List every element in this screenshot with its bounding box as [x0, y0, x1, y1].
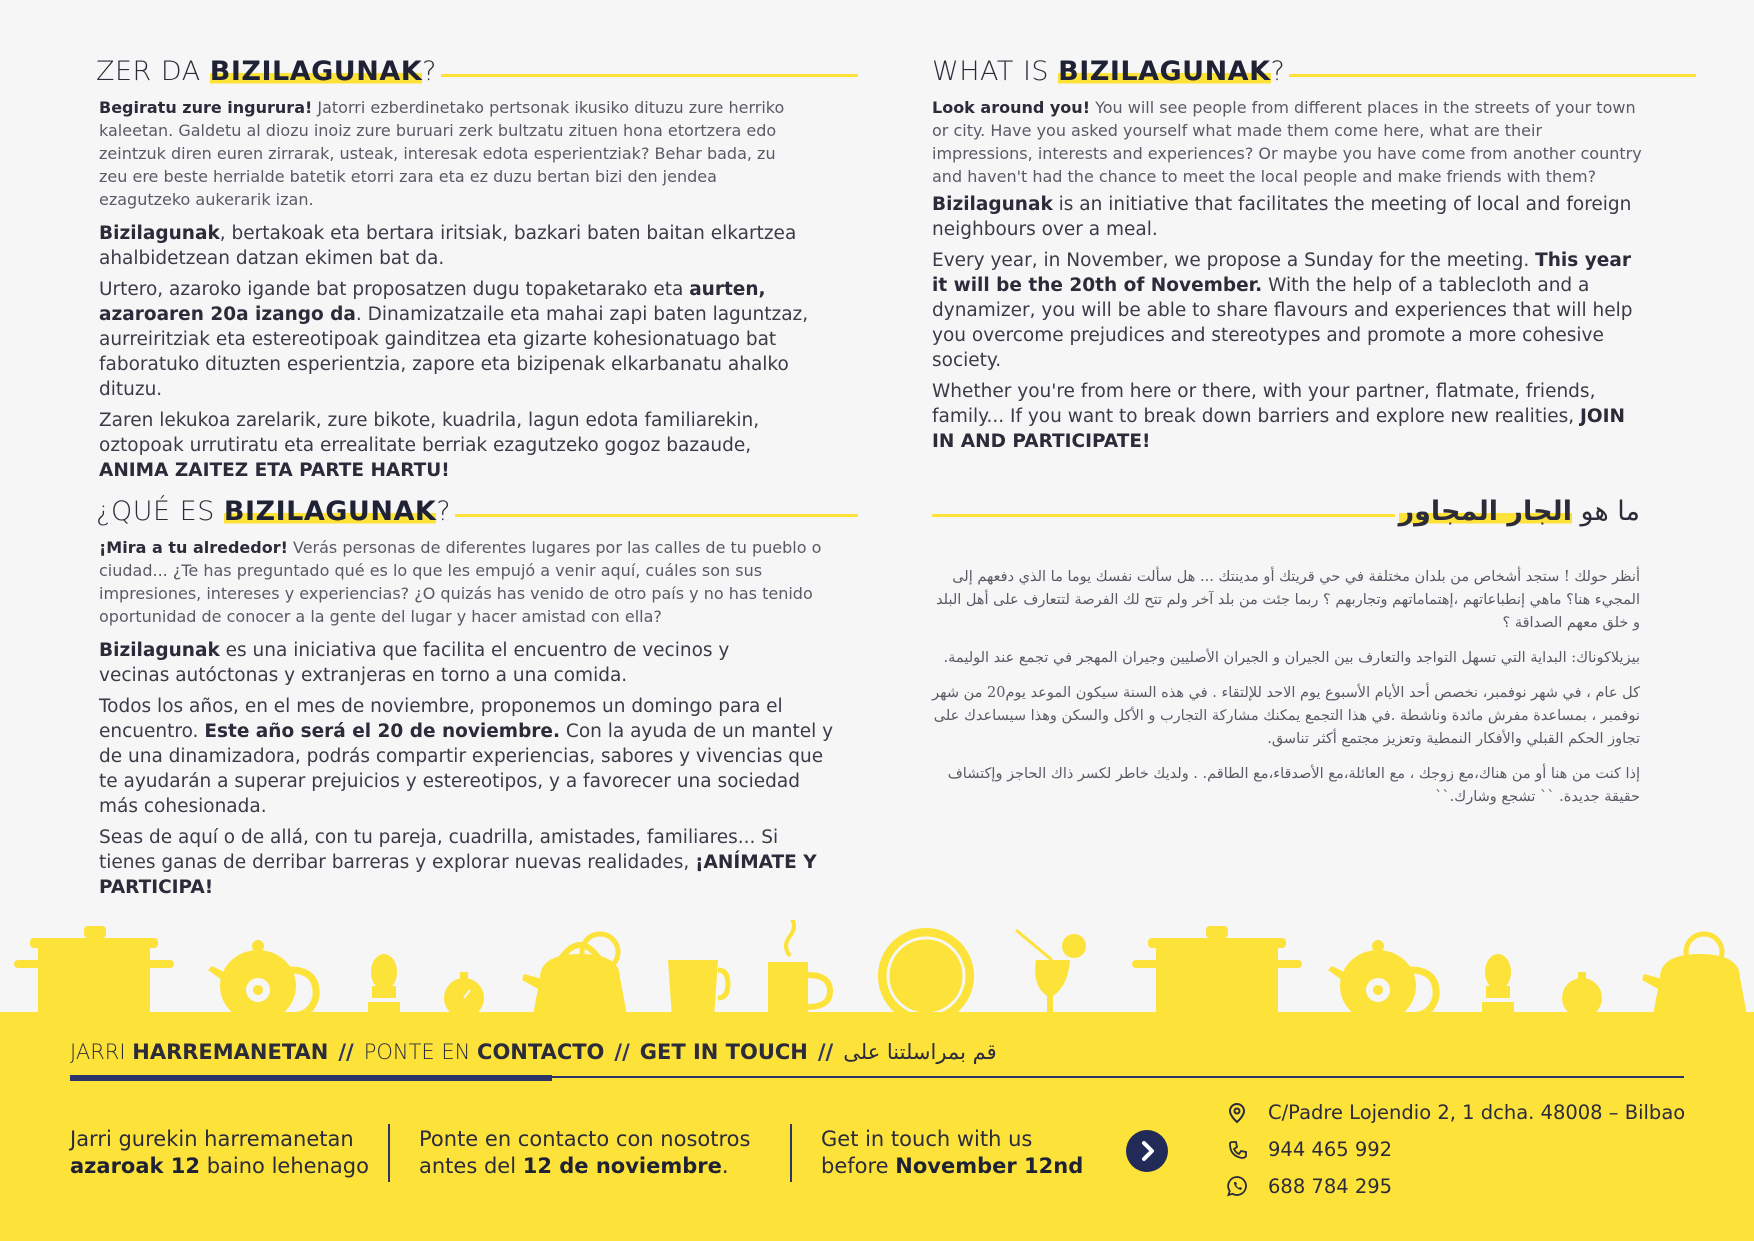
heading-ar: ما هو الجار المجاور	[1395, 496, 1640, 527]
es-paragraph-1: ¡Mira a tu alrededor! Verás personas de diferentes lugares por las calles de tu pueblo o ciudad... ¿Te has preguntado qué es lo que les empujó a venir aquí, cuáles son sus impresiones, intereses y experiencias? ¿O quizás has venido de otro país y no has tenido oportunidad de conocer a la gente del lugar y hacer amistad con ella?	[99, 538, 822, 626]
column-separator	[790, 1124, 792, 1182]
heading-es: ¿QUÉ ES BIZILAGUNAK?	[96, 496, 455, 527]
contact-es: Ponte en contacto con nosotros antes del 12 de noviembre.	[419, 1127, 751, 1178]
kettle-icon	[1642, 934, 1748, 1020]
eu-paragraph-2: Bizilagunak, bertakoak eta bertara iritsiak, bazkari baten baitan elkartzea ahalbidetzean datzan ekimen bat da.	[99, 223, 797, 269]
es-paragraph-4: Seas de aquí o de allá, con tu pareja, cuadrilla, amistades, familiares... Si tienes ganas de derribar barreras y explorar nuevas realidades, ¡ANÍMATE Y PARTICIPA!	[99, 827, 817, 898]
pot-icon	[1132, 926, 1302, 1020]
phone-number[interactable]: 944 465 992	[1268, 1138, 1393, 1161]
contact-heading: JARRI HARREMANETAN // PONTE EN CONTACTO // GET IN TOUCH // قم بمراسلتنا على	[70, 1040, 997, 1064]
section-spanish	[96, 496, 858, 906]
arrow-button[interactable]	[1126, 1130, 1168, 1172]
contact-divider-accent	[70, 1075, 552, 1081]
chevron-right-icon	[1126, 1130, 1168, 1172]
es-paragraph-3: Todos los años, en el mes de noviembre, proponemos un domingo para el encuentro. Este año será el 20 de noviembre. Con la ayuda de un mantel y de una dinamizadora, podrás compartir experiencias, sabores y vivencias que te ayudarán a superar prejuicios y estereotipos, y a favorecer una sociedad más cohesionada.	[99, 696, 834, 817]
en-paragraph-3: Every year, in November, we propose a Sunday for the meeting. This year it will be the 20th of November. With the help of a tablecloth and a dynamizer, you will be able to share flavours and experiences that will help you overcome prejudices and stereotypes and promote a more cohesive society.	[932, 250, 1633, 371]
heading-en: WHAT IS BIZILAGUNAK?	[932, 56, 1289, 87]
column-separator	[388, 1124, 390, 1182]
es-paragraph-2: Bizilagunak es una iniciativa que facilita el encuentro de vecinos y vecinas autóctonas y extranjeras en torno a una comida.	[99, 640, 730, 686]
ar-paragraph-2: بيزيلاكوناك: البداية التي تسهل التواجد والتعارف بين الجيران و الجيران الأصليين وجيران المهجر في تجمع عند الوليمة.	[943, 650, 1640, 666]
ar-paragraph-1: أنظر حولك ! ستجد أشخاص من بلدان مختلفة في حي قريتك أو مدينتك ... هل سألت نفسك يوما ما الذي دفعهم إلى المجيء هنا؟ ماهي إنطباعاتهم ،إهتماماتهم وتجاربهم ؟ ربما جئت من بلد آخر ولم تتح لك الفرصة لتتعارف على أهل البلد و خلق معهم الصداقة ؟	[936, 569, 1640, 631]
phone-icon	[1226, 1139, 1248, 1161]
egg-cup-icon	[1482, 954, 1514, 1020]
plate-icon	[878, 928, 974, 1020]
pot-icon	[14, 926, 174, 1020]
en-paragraph-1: Look around you! You will see people from different places in the streets of your town or city. Have you asked yourself what made them come here, what are their impressions, interests and experiences? Or maybe you have come from another country and haven't had the chance to meet the local people and make friends with them?	[932, 98, 1642, 186]
egg-cup-icon	[368, 954, 400, 1020]
location-pin-icon	[1226, 1102, 1248, 1124]
kettle-icon	[522, 934, 628, 1020]
contact-en: Get in touch with us before November 12nd	[821, 1127, 1084, 1178]
ar-paragraph-3: كل عام ، في شهر نوفمبر، نخصص أحد الأيام الأسبوع يوم الاحد للإلتقاء . في هذه السنة سيكون الموعد يوم20 من شهر نوفمبر ، بمساعدة مفرش مائدة وناشطة .في هذا التجمع يمكنك مشاركة التجارب و الأكل والسكن وهذا سيساعدك على تجاوز الحكم القبلي والأفكار النمطية وتعزيز مجتمع أكثر تناسق.	[932, 685, 1640, 747]
whatsapp-icon	[1226, 1175, 1248, 1197]
section-english	[932, 56, 1696, 460]
teapot-icon	[1328, 940, 1436, 1020]
teapot-icon	[208, 940, 316, 1020]
kitchenware-illustration	[0, 920, 1754, 1020]
cocktail-icon	[1016, 930, 1086, 1012]
en-paragraph-2: Bizilagunak is an initiative that facilitates the meeting of local and foreign neighbours over a meal.	[932, 194, 1632, 240]
eu-paragraph-3: Urtero, azaroko igande bat proposatzen dugu topaketarako eta aurten, azaroaren 20a izango da. Dinamizatzaile eta mahai zapi baten laguntzaz, aurreiritziak eta estereotipoak gainditzea eta gizarte kohesionatuago bat faboratuko dituzten esperientzia, zapore eta bizipenak elkarbanatu ahalko dituzu.	[99, 279, 809, 400]
heading-eu: ZER DA BIZILAGUNAK?	[96, 56, 441, 87]
ar-paragraph-4: إذا كنت من هنا أو من هناك،مع زوجك ، مع العائلة،مع الأصدقاء،مع الطاقم. . ولديك خاطر لكسر ذاك الحاجز وإكتشاف حقيقة جديدة. `` تشجع وشارك.``	[947, 766, 1640, 805]
whatsapp-number[interactable]: 688 784 295	[1268, 1175, 1393, 1198]
eu-paragraph-4: Zaren lekukoa zarelarik, zure bikote, kuadrila, lagun edota familiarekin, oztopoak urrutiratu eta errealitate berriak ezagutzeko gogoz bazaude, ANIMA ZAITEZ ETA PARTE HARTU!	[99, 410, 760, 481]
contact-eu: Jarri gurekin harremanetan azaroak 12 baino lehenago	[70, 1127, 369, 1178]
section-arabic	[932, 496, 1640, 821]
mug-icon	[768, 920, 830, 1020]
measuring-jug-icon	[668, 960, 728, 1018]
section-basque	[96, 56, 858, 489]
eu-paragraph-1: Begiratu zure ingurura! Jatorri ezberdinetako pertsonak ikusiko dituzu zure herriko kaleetan. Galdetu al diozu inoiz zure buruari zerk bultzatu zituen hona etortzera edo zeintzuk diren euren zirrarak, usteak, interesak edota esperientziak? Behar bada, zu zeu ere beste herrialde batetik etorri zara eta ez duzu bertan bizi den jendea ezagutzeko aukerarik izan.	[99, 98, 785, 209]
en-paragraph-4: Whether you're from here or there, with your partner, flatmate, friends, family... If you want to break down barriers and explore new realities, JOIN IN AND PARTICIPATE!	[932, 381, 1625, 452]
address: C/Padre Lojendio 2, 1 dcha. 48008 – Bilbao	[1268, 1101, 1686, 1124]
